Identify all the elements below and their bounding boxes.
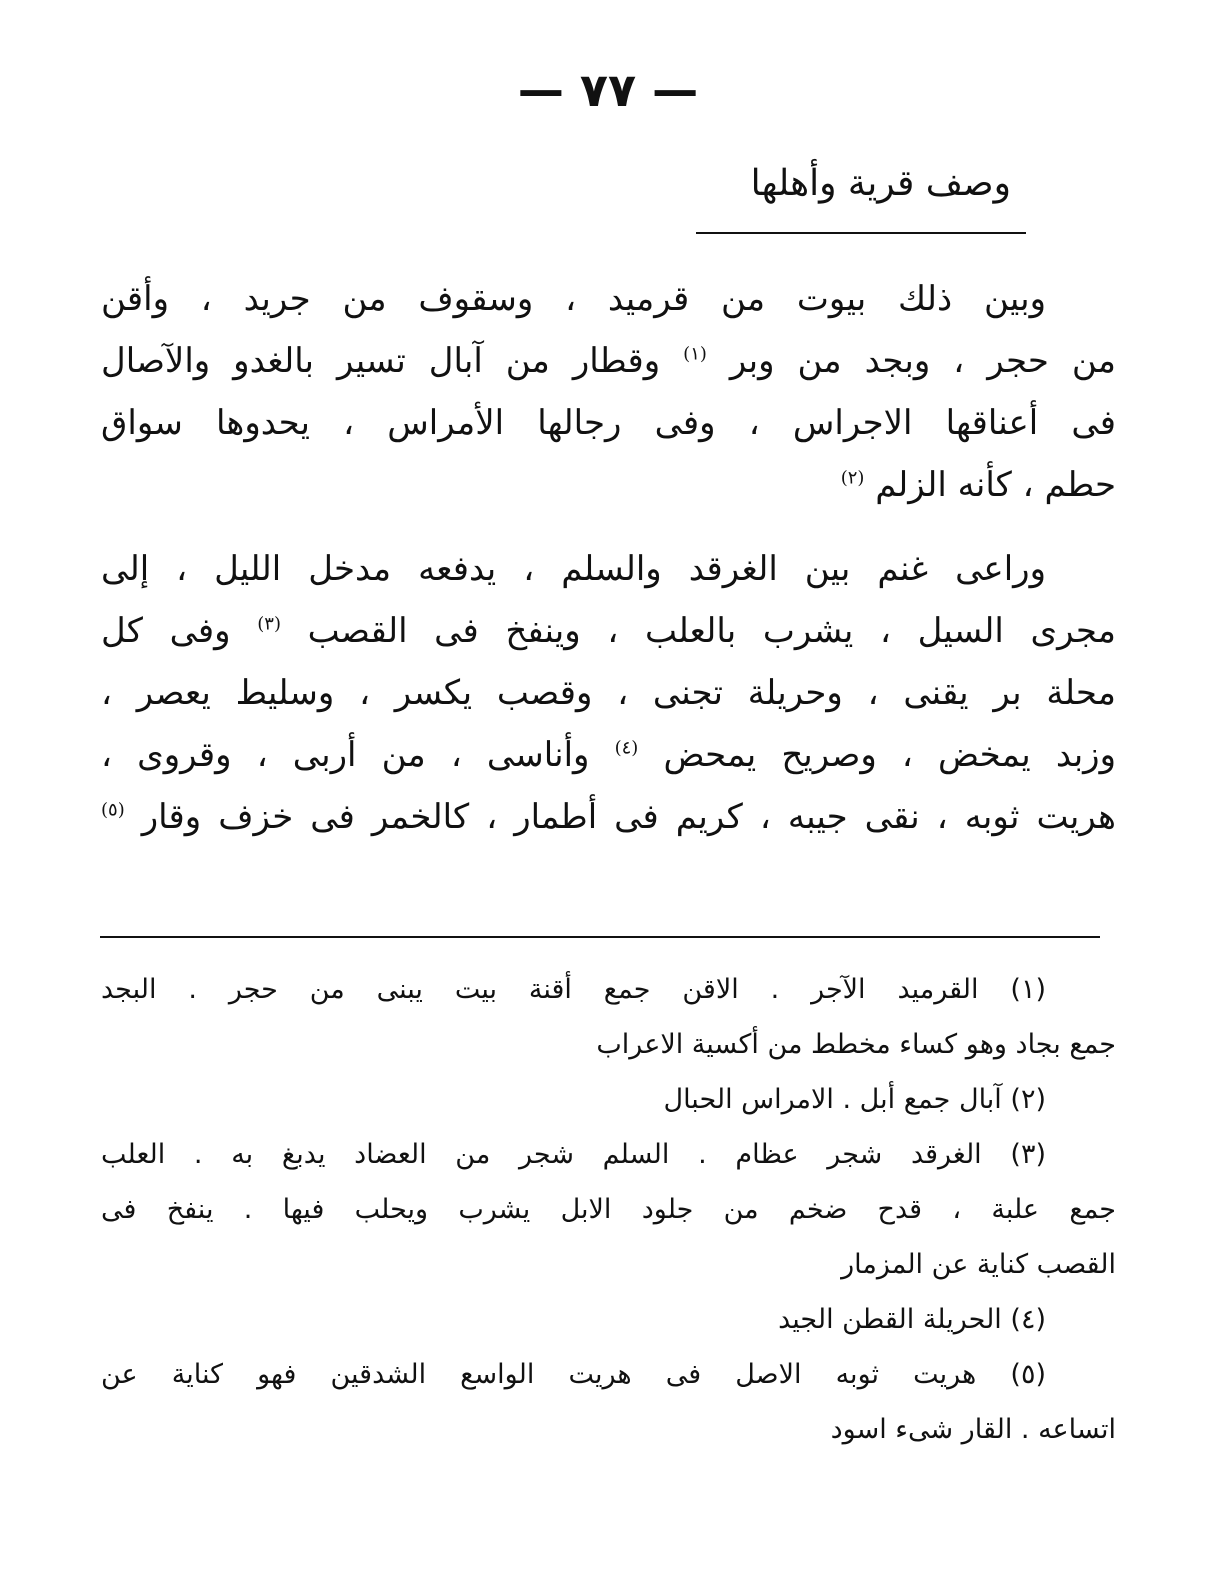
footnotes [101,962,1116,1457]
body-text [101,268,1116,848]
footnote-line: (٥) هريت ثوبه الاصل فى هريت الواسع الشدقين فهو كناية عن [101,1359,1046,1390]
body-line: من حجر ، وبجد من وبر $^{(١)}$ وقطار من آبال تسير بالغدو والآصال [101,341,1116,381]
footnote-line: (٤) الحريلة القطن الجيد [778,1304,1046,1335]
title-underline [696,232,1026,234]
footnote-marker: (٤) [614,737,639,759]
footnote-line: جمع بجاد وهو كساء مخطط من أكسية الاعراب [596,1029,1116,1060]
footnote-marker: (٥) [101,799,125,821]
footnote-marker: (٢) [840,467,865,489]
footnote-line: (١) القرميد الآجر . الاقن جمع أقنة بيت يبنى من حجر . البجد [101,974,1046,1005]
footnote-marker: (١) [683,343,707,365]
page-number: — ٧٧ — [517,63,699,117]
paragraph-gap [101,516,1116,538]
footnote-line: (٣) الغرقد شجر عظام . السلم شجر من العضاد يدبغ به . العلب [101,1139,1046,1170]
body-line: وراعى غنم بين الغرقد والسلم ، يدفعه مدخل الليل ، إلى [101,549,1046,589]
body-line: مجرى السيل ، يشرب بالعلب ، وينفخ فى القصب $^{(٣)}$ وفى كل [101,611,1116,651]
footnote-divider [100,936,1100,938]
body-line: وبين ذلك بيوت من قرميد ، وسقوف من جريد ، وأقن [101,279,1046,319]
footnote-line: جمع علبة ، قدح ضخم من جلود الابل يشرب ويحلب فيها . ينفخ فى [101,1194,1116,1225]
footnote-line: اتساعه . القار شىء اسود [830,1414,1116,1445]
body-line: وزبد يمخض ، وصريح يمحض $^{(٤)}$ وأناسى ، من أربى ، وقروى ، [101,735,1117,775]
section-title: وصف قرية وأهلها [750,163,1011,204]
body-line: حطم ، كأنه الزلم $^{(٢)}$ [840,465,1116,505]
footnote-marker: (٣) [257,613,281,635]
footnote-line: القصب كناية عن المزمار [841,1249,1116,1280]
footnote-line: (٢) آبال جمع أبل . الامراس الحبال [663,1084,1046,1115]
body-line: هريت ثوبه ، نقى جيبه ، كريم فى أطمار ، كالخمر فى خزف وقار $^{(٥)}$ [101,797,1116,837]
body-line: فى أعناقها الاجراس ، وفى رجالها الأمراس ، يحدوها سواق [101,403,1116,443]
body-line: محلة بر يقنى ، وحريلة تجنى ، وقصب يكسر ، وسليط يعصر ، [101,673,1116,713]
